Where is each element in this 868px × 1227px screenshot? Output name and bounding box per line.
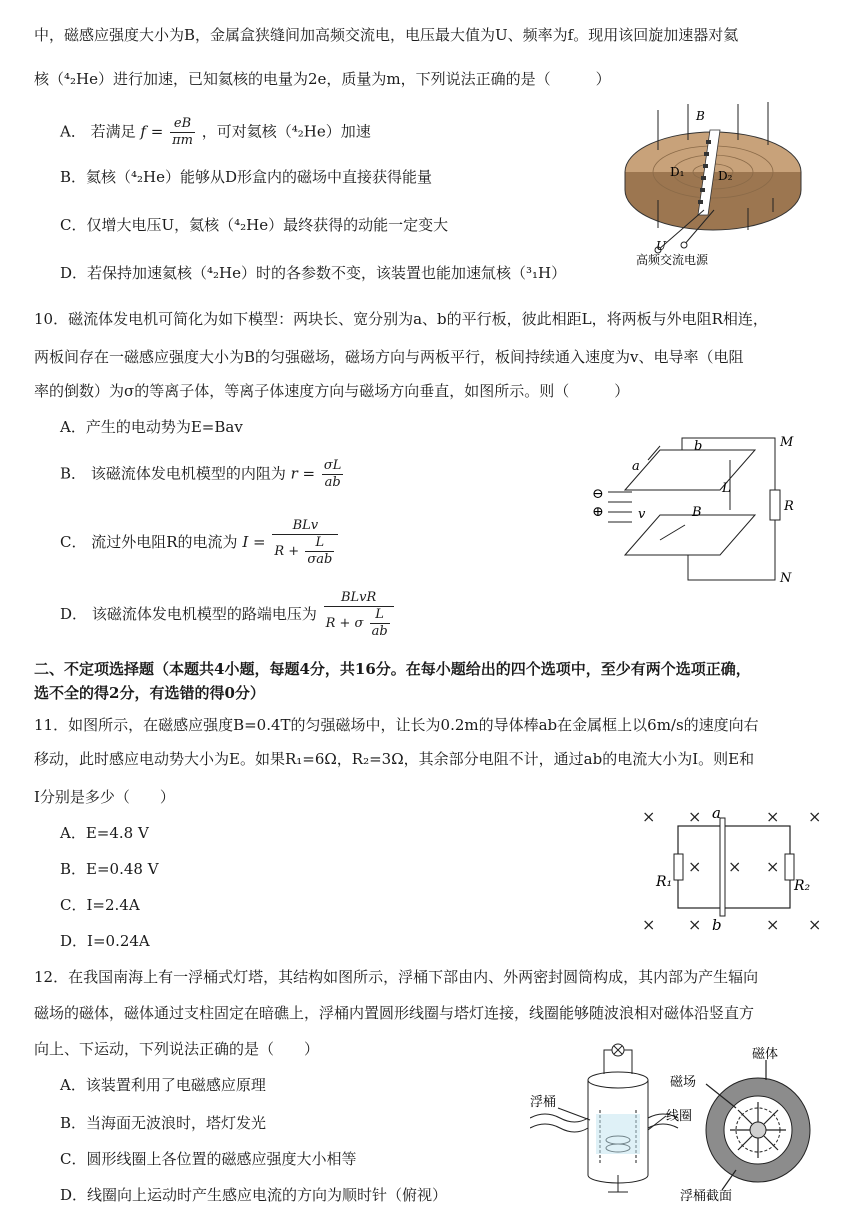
- fraction: $\frac{\sigma L}{ab}$: [323, 458, 342, 490]
- q12-option-d[interactable]: D．线圈向上运动时产生感应电流的方向为顺时针（俯视）: [60, 1186, 448, 1204]
- q10-line3: 率的倒数）为σ的等离子体，等离子体速度方向与磁场方向垂直，如图所示。则（ ）: [34, 382, 630, 400]
- label-d2: D₂: [718, 169, 733, 183]
- q12-option-c[interactable]: C．圆形线圈上各位置的磁感应强度大小相等: [60, 1150, 357, 1168]
- q10-line1: 10．磁流体发电机可简化为如下模型：两块长、宽分别为a、b的平行板，彼此相距L，将两板与外电阻R相连，: [34, 310, 768, 328]
- q9-intro-line2: 核（⁴₂He）进行加速，已知氦核的电量为2e，质量为m，下列说法正确的是（ ）: [34, 70, 611, 88]
- q10-option-a[interactable]: A．产生的电动势为E=Bav: [60, 418, 243, 436]
- q11-option-c[interactable]: C．I=2.4A: [60, 896, 140, 914]
- label-r1: R₁: [656, 874, 673, 890]
- cyclotron-figure: [618, 100, 818, 270]
- field-x-mark: ×: [766, 857, 780, 876]
- field-x-mark: ×: [766, 915, 780, 934]
- label-coil: 线圈: [666, 1109, 693, 1124]
- label-l: L: [722, 481, 731, 496]
- q12-option-a[interactable]: A．该装置利用了电磁感应原理: [60, 1076, 266, 1094]
- q11-line3: I分别是多少（ ）: [34, 788, 175, 806]
- fraction: BLvR R + σ $\frac{L}{ab}$: [324, 590, 394, 640]
- q9-option-d[interactable]: D．若保持加速氦核（⁴₂He）时的各参数不变，该装置也能加速氚核（³₁H）: [60, 264, 567, 282]
- field-x-mark: ×: [642, 915, 656, 934]
- field-x-mark: ×: [642, 807, 656, 826]
- field-x-mark: ×: [766, 807, 780, 826]
- q12-option-b[interactable]: B．当海面无波浪时，塔灯发光: [60, 1114, 267, 1132]
- buoy-lighthouse-figure: [530, 1040, 830, 1205]
- fraction: BLv R + $\frac{L}{\text{σab}}$: [272, 518, 338, 568]
- label-b: B: [696, 109, 705, 123]
- q9-option-b[interactable]: B．氦核（⁴₂He）能够从D形盒内的磁场中直接获得能量: [60, 168, 433, 186]
- label-b: b: [712, 916, 722, 934]
- q11-option-a[interactable]: A．E=4.8 V: [60, 824, 149, 842]
- mhd-generator-figure: [590, 430, 810, 590]
- label-u: U: [656, 239, 667, 253]
- fraction: $\frac{eB}{\pi m}$: [172, 116, 193, 148]
- label-a: a: [712, 804, 721, 822]
- q12-line3: 向上、下运动，下列说法正确的是（ ）: [34, 1040, 320, 1058]
- field-x-mark: ×: [688, 915, 702, 934]
- label-section: 浮桶截面: [680, 1189, 733, 1204]
- label-field: 磁场: [670, 1075, 697, 1090]
- label-b: b: [694, 439, 703, 454]
- label-magnet: 磁体: [752, 1047, 779, 1062]
- label-r: R: [784, 499, 794, 514]
- q10-option-c[interactable]: C． 流过外电阻R的电流为 I = BLv R + $\frac{L}{\text{σab}}$: [60, 518, 340, 568]
- section2-line1: 二、不定项选择题（本题共4小题，每题4分，共16分。在每小题给出的四个选项中，至少有两个选项正确，: [34, 660, 751, 678]
- section2-line2: 选不全的得2分，有选错的得0分）: [34, 684, 265, 702]
- q9-option-a[interactable]: A． 若满足 f = $\frac{eB}{\pi m}$ ，可对氦核（⁴₂He）加速: [60, 116, 371, 148]
- field-x-mark: ×: [688, 857, 702, 876]
- q12-line2: 磁场的磁体，磁体通过支柱固定在暗礁上，浮桶内置圆形线圈与塔灯连接，线圈能够随波浪相对磁体沿竖直方: [34, 1004, 755, 1022]
- label-b-field: B: [692, 505, 702, 520]
- rail-circuit-figure: [636, 800, 826, 940]
- q11-option-b[interactable]: B．E=0.48 V: [60, 860, 159, 878]
- label-minus: ⊖: [592, 486, 604, 502]
- label-a: a: [632, 459, 640, 474]
- field-x-mark: ×: [808, 915, 822, 934]
- q9-intro-line1: 中，磁感应强度大小为B，金属盒狭缝间加高频交流电，电压最大值为U、频率为f。现用该回旋加速器对氦: [34, 26, 739, 44]
- q9-option-c[interactable]: C．仅增大电压U，氦核（⁴₂He）最终获得的动能一定变大: [60, 216, 449, 234]
- q12-line1: 12．在我国南海上有一浮桶式灯塔，其结构如图所示，浮桶下部由内、外两密封圆筒构成，其内部为产生辐向: [34, 968, 759, 986]
- label-power-source: 高频交流电源: [636, 253, 709, 267]
- q11-line2: 移动，此时感应电动势大小为E。如果R₁=6Ω，R₂=3Ω，其余部分电阻不计，通过ab的电流大小为I。则E和: [34, 750, 755, 768]
- q11-option-d[interactable]: D．I=0.24A: [60, 932, 150, 950]
- field-x-mark: ×: [808, 807, 822, 826]
- field-x-mark: ×: [728, 857, 742, 876]
- option-letter: A．: [60, 122, 86, 141]
- label-d1: D₁: [670, 165, 685, 179]
- label-n: N: [780, 571, 792, 586]
- q10-option-b[interactable]: B． 该磁流体发电机模型的内阻为 r = $\frac{\sigma L}{ab}$: [60, 458, 342, 490]
- label-plus: ⊕: [592, 504, 604, 520]
- label-m: M: [780, 435, 794, 450]
- label-buoy: 浮桶: [530, 1095, 557, 1110]
- q10-line2: 两板间存在一磁感应强度大小为B的匀强磁场，磁场方向与两板平行，板间持续通入速度为v、电导率（电阻: [34, 348, 744, 366]
- q10-option-d[interactable]: D． 该磁流体发电机模型的路端电压为 BLvR R + σ $\frac{L}{ab}$: [60, 590, 396, 640]
- q11-line1: 11．如图所示，在磁感应强度B=0.4T的匀强磁场中，让长为0.2m的导体棒ab在金属框上以6m/s的速度向右: [34, 716, 759, 734]
- label-r2: R₂: [794, 878, 811, 894]
- label-v: v: [638, 507, 646, 522]
- field-x-mark: ×: [688, 807, 702, 826]
